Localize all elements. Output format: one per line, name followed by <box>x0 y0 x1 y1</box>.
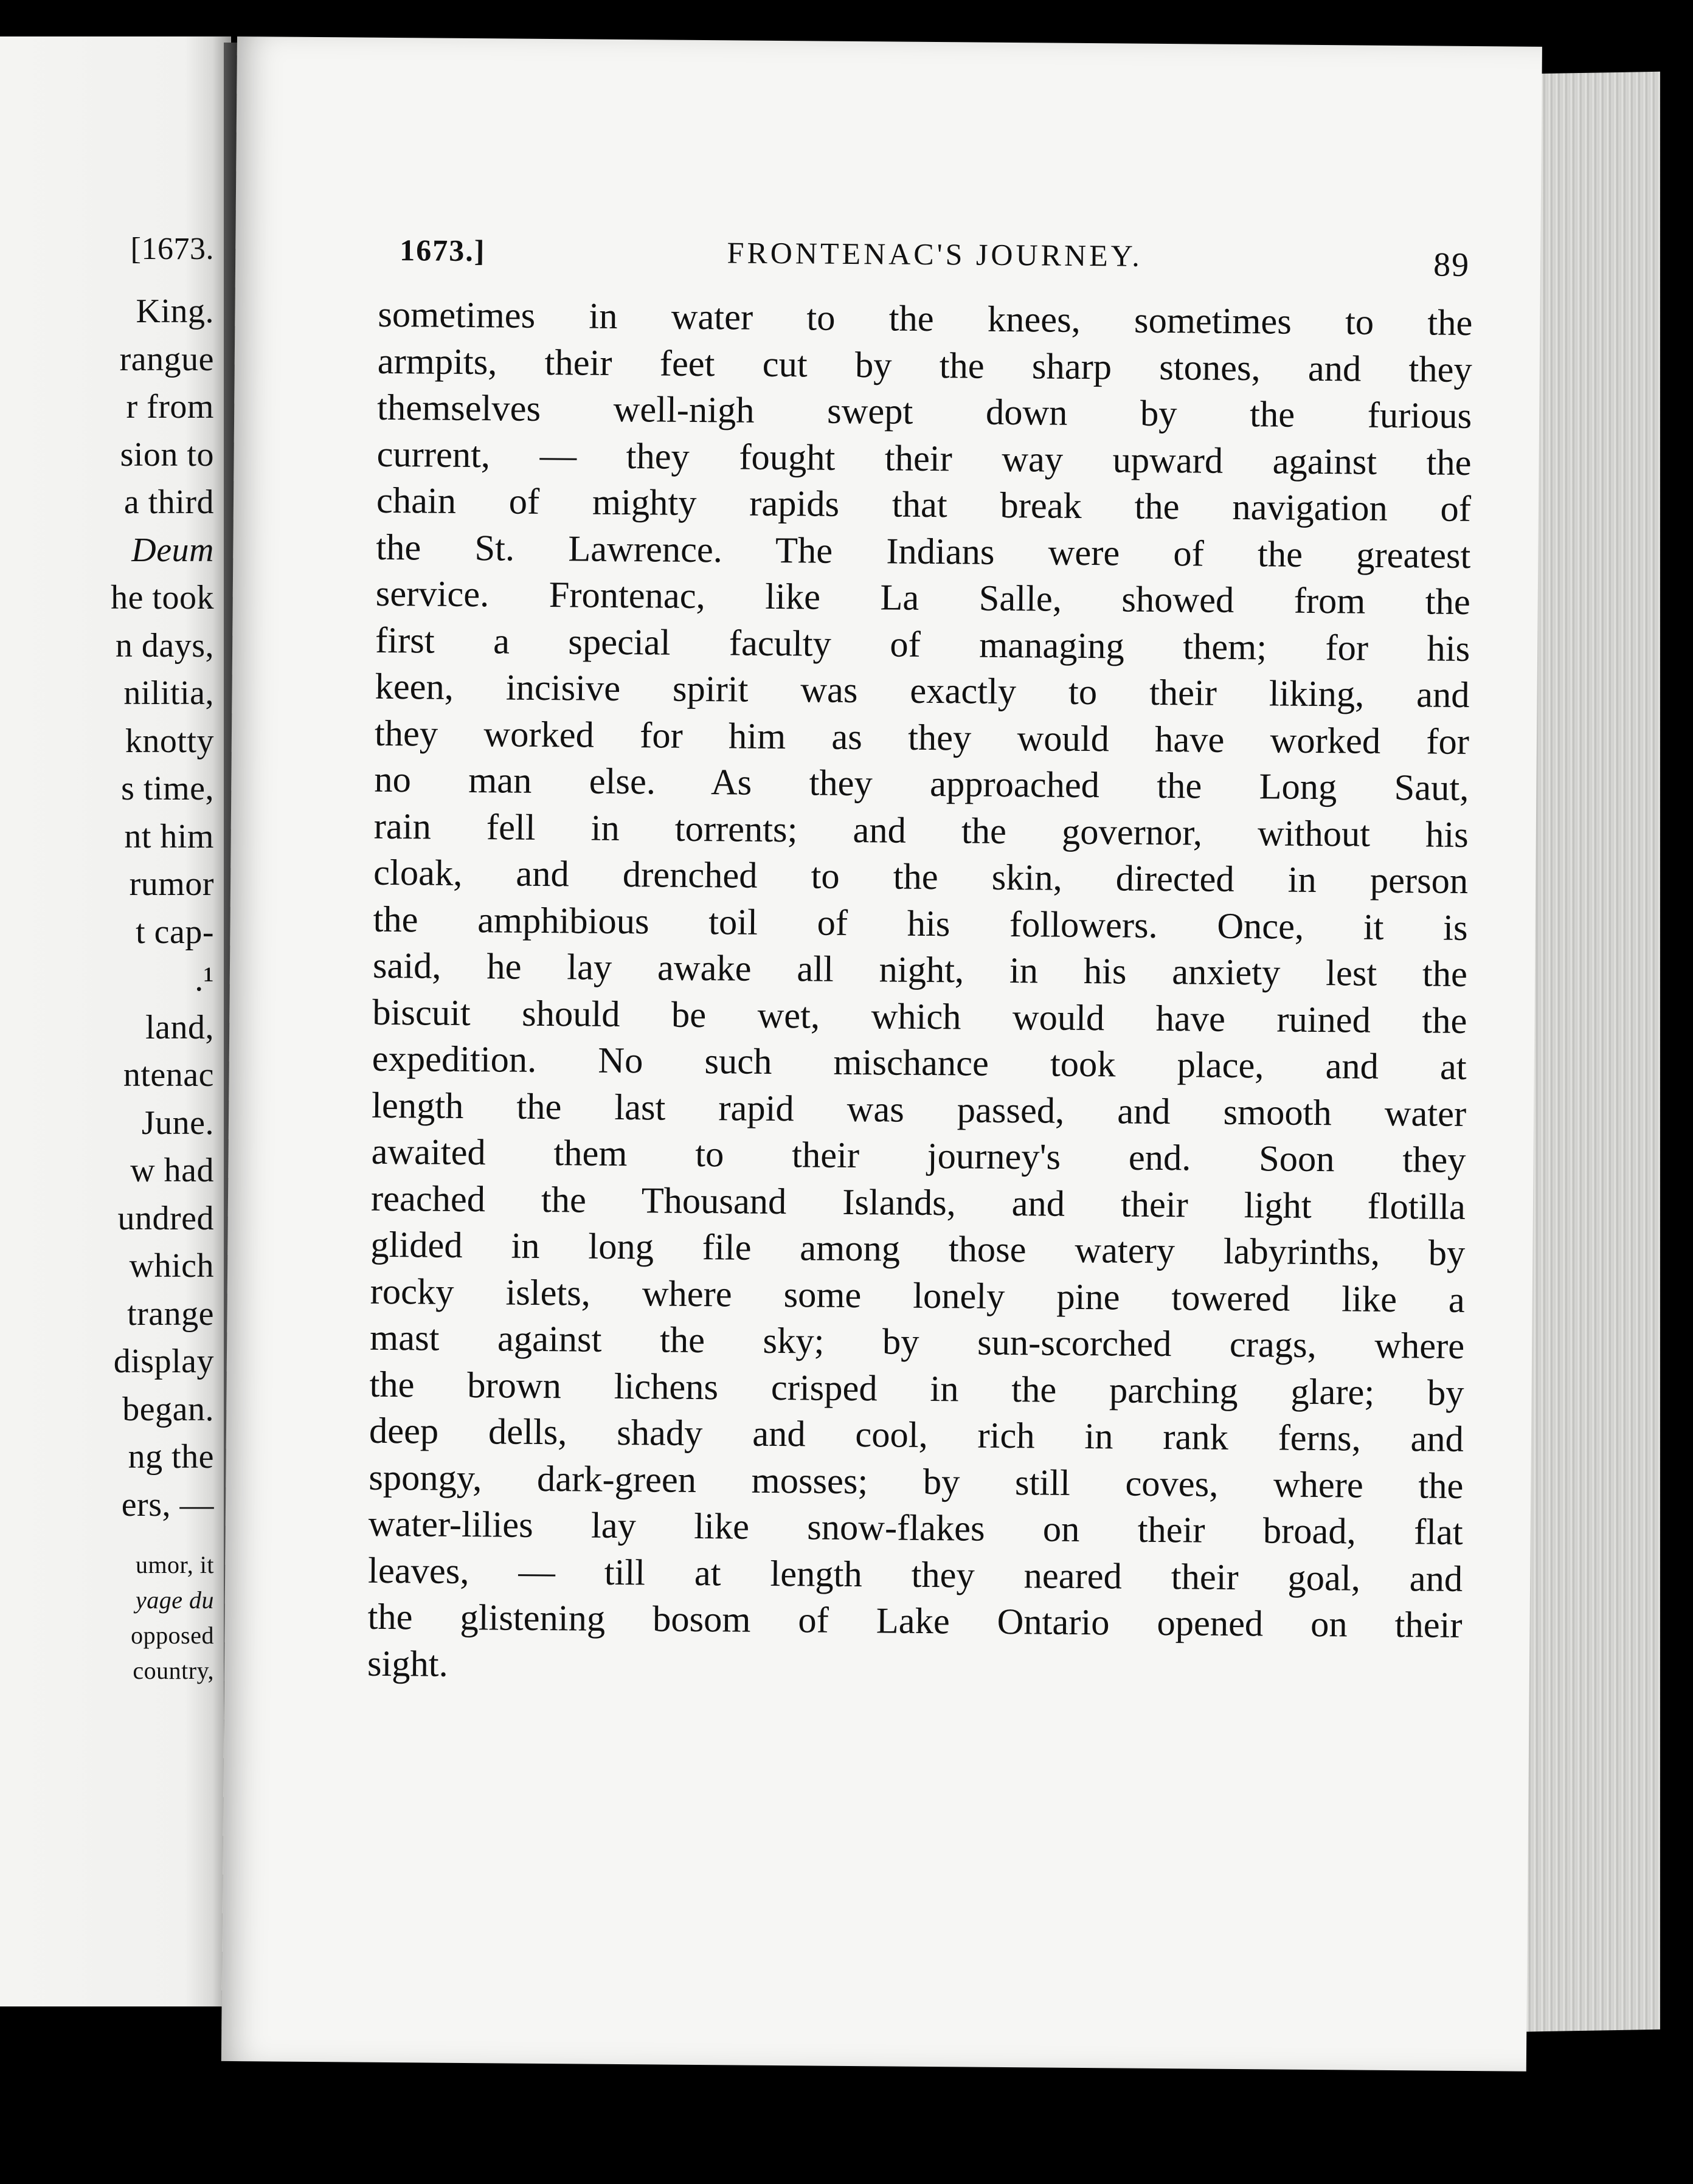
text-line: rain fell in torrents; and the governor, without his <box>373 806 1469 855</box>
text-line: reached the Thousand Islands, and their light flotilla <box>370 1178 1466 1228</box>
left-footnote-line: opposed <box>131 1622 214 1649</box>
left-page <box>0 36 231 2006</box>
left-text-line: began. <box>122 1390 214 1428</box>
left-text-line: undred <box>117 1199 214 1237</box>
left-text-line: w had <box>130 1152 214 1189</box>
left-text-line: land, <box>145 1008 214 1046</box>
running-head-title: FRONTENAC'S JOURNEY. <box>727 235 1143 273</box>
text-line: keen, incisive spirit was exactly to their liking, and <box>375 666 1470 716</box>
left-footnote-line: yage du <box>135 1586 214 1614</box>
left-text-line: t cap- <box>136 913 214 951</box>
text-line: leaves, — till at length they neared their goal, and <box>367 1550 1463 1600</box>
left-text-line: a third <box>123 483 214 521</box>
text-line: expedition. No such mischance took place, and at <box>372 1038 1467 1088</box>
left-text-line: knotty <box>125 722 214 760</box>
left-text-line: trange <box>127 1294 214 1333</box>
text-line: service. Frontenac, like La Salle, showed from the <box>375 573 1471 623</box>
body-text <box>367 292 1473 1696</box>
left-text-line: Deum <box>131 531 214 569</box>
text-line: length the last rapid was passed, and smooth water <box>371 1085 1467 1135</box>
left-text-line: June. <box>141 1104 214 1142</box>
left-text-line: ers, — <box>121 1485 214 1524</box>
left-text-line: ng the <box>128 1438 214 1476</box>
text-line: the brown lichens crisped in the parching glare; by <box>369 1364 1464 1414</box>
left-text-line: which <box>129 1247 214 1285</box>
running-head-year: 1673.] <box>400 233 486 268</box>
left-text-line: .¹ <box>195 961 214 998</box>
left-footnote-line: country, <box>133 1657 214 1684</box>
left-text-line: nilitia, <box>123 674 214 712</box>
text-line: awaited them to their journey's end. Soon they <box>371 1131 1466 1181</box>
text-line: spongy, dark-green mosses; by still coves, where the <box>369 1457 1464 1507</box>
left-text-line: sion to <box>120 435 214 474</box>
text-line: they worked for him as they would have worked for <box>374 713 1470 762</box>
left-text-line: rumor <box>129 865 214 903</box>
text-line: said, he lay awake all night, in his anxiety lest the <box>372 945 1468 995</box>
right-page <box>221 36 1542 2072</box>
left-text-line: rangue <box>119 340 214 378</box>
text-line: sight. <box>367 1643 449 1685</box>
page-number: 89 <box>1433 246 1470 284</box>
text-line: first a special faculty of managing them; for his <box>375 620 1470 669</box>
text-line: the amphibious toil of his followers. Once, it is <box>373 899 1468 949</box>
text-line: current, — they fought their way upward against the <box>376 434 1472 483</box>
left-text-line: n days, <box>115 626 214 665</box>
text-line: no man else. As they approached the Long Saut, <box>374 759 1469 809</box>
text-line: the glistening bosom of Lake Ontario opened on their <box>367 1596 1463 1646</box>
text-line: biscuit should be wet, which would have ruined the <box>372 992 1467 1042</box>
text-line: the St. Lawrence. The Indians were of the greatest <box>376 527 1471 576</box>
left-running-head: [1673. <box>130 232 214 266</box>
running-head <box>400 232 1470 289</box>
left-text-line: r from <box>126 388 214 426</box>
text-line: chain of mighty rapids that break the navigation of <box>376 480 1472 530</box>
left-text-line: nt him <box>124 817 214 855</box>
text-line: glided in long file among those watery labyrinths, by <box>370 1224 1466 1274</box>
left-text-line: ntenac <box>123 1056 214 1094</box>
text-line: mast against the sky; by sun-scorched crags, where <box>369 1317 1465 1367</box>
text-line: cloak, and drenched to the skin, directed in person <box>373 852 1469 902</box>
text-line: armpits, their feet cut by the sharp stones, and they <box>377 340 1473 390</box>
text-line: rocky islets, where some lonely pine towered like a <box>370 1271 1466 1321</box>
left-text-line: s time, <box>121 770 214 807</box>
text-line: water-lilies lay like snow-flakes on their broad, flat <box>368 1503 1464 1553</box>
text-line: sometimes in water to the knees, sometimes to the <box>378 294 1473 344</box>
text-line: themselves well-nigh swept down by the furious <box>376 387 1472 437</box>
text-line: deep dells, shady and cool, rich in rank ferns, and <box>369 1410 1464 1460</box>
left-text-line: King. <box>136 292 214 330</box>
left-footnote-line: umor, it <box>135 1551 214 1578</box>
left-text-line: he took <box>111 579 214 617</box>
left-text-line: display <box>113 1343 214 1380</box>
